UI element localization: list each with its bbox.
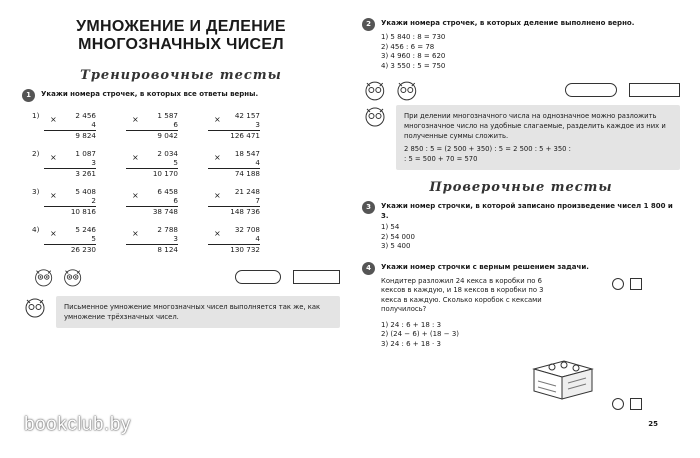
task-number-badge: 4 bbox=[362, 262, 375, 275]
note-text: Письменное умножение многозначных чисел выполняется так же, как умножение трёхзначных чисел. bbox=[56, 296, 340, 328]
column-multiplication bbox=[126, 225, 178, 254]
multiply-sign: × bbox=[214, 153, 221, 162]
multiply-sign: × bbox=[132, 115, 139, 124]
list-item: 3) 5 400 bbox=[381, 242, 411, 250]
row-label: 1) bbox=[32, 111, 40, 120]
answer-pill[interactable] bbox=[565, 83, 616, 97]
list-item: 2) (24 − 6) + (18 − 3) bbox=[381, 330, 460, 338]
answer-square[interactable] bbox=[630, 398, 642, 410]
note-text: При делении многозначного числа на однозначное можно разложить многозначное число на удобные слагаемые, разделить каждое из них и полученные суммы сложить. bbox=[404, 112, 666, 140]
multiplicand: 1 087 bbox=[75, 149, 96, 158]
column-multiplication bbox=[44, 111, 96, 140]
multiplier: 5 bbox=[91, 234, 96, 243]
multiply-sign: × bbox=[132, 153, 139, 162]
multiplier: 4 bbox=[255, 234, 260, 243]
multiplicand: 1 587 bbox=[157, 111, 178, 120]
owl-face-icon bbox=[32, 266, 55, 288]
task-3-options bbox=[381, 223, 680, 252]
watermark-logo: bookclub.by bbox=[24, 414, 131, 435]
column-multiplication bbox=[44, 225, 96, 254]
column-multiplication bbox=[208, 225, 260, 254]
left-page bbox=[22, 18, 340, 328]
list-item: 3) 4 960 : 8 = 620 bbox=[381, 52, 446, 60]
list-item: 3) 24 : 6 + 18 · 3 bbox=[381, 339, 441, 348]
product: 74 188 bbox=[234, 169, 260, 178]
owl-face-icon bbox=[394, 79, 420, 101]
product: 26 230 bbox=[70, 245, 96, 254]
product: 3 261 bbox=[75, 169, 96, 178]
column-multiplication bbox=[126, 187, 178, 216]
multiplicand: 18 547 bbox=[234, 149, 260, 158]
task-number-badge: 2 bbox=[362, 18, 375, 31]
multiplicand: 42 157 bbox=[234, 111, 260, 120]
owl-face-icon bbox=[362, 105, 388, 127]
task-3-answer bbox=[612, 278, 642, 290]
multiply-sign: × bbox=[50, 115, 57, 124]
note-example-line-1: 2 850 : 5 = (2 500 + 350) : 5 = 2 500 : 5 + 350 : bbox=[404, 145, 571, 153]
answer-pill[interactable] bbox=[235, 270, 282, 284]
task-1-text: Укажи номера строчек, в которых все ответы верны. bbox=[41, 90, 259, 98]
multiplication-rows bbox=[22, 111, 340, 254]
product: 10 816 bbox=[70, 207, 96, 216]
product: 148 736 bbox=[230, 207, 260, 216]
page-number: 25 bbox=[648, 420, 658, 428]
list-item: 2) 54 000 bbox=[381, 232, 415, 241]
table-row bbox=[22, 111, 340, 140]
column-multiplication bbox=[126, 111, 178, 140]
task-4 bbox=[362, 262, 680, 275]
list-item: 1) 54 bbox=[381, 223, 400, 231]
answer-circle[interactable] bbox=[612, 278, 624, 290]
owl-face-icon bbox=[362, 79, 388, 101]
task-4-problem: Кондитер разложил 24 кекса в коробки по 6 кексов в каждую, и 18 кексов в коробки по 3 кекса в каждую. Сколько коробок с кексами получилось? bbox=[381, 276, 544, 313]
title-line-1: УМНОЖЕНИЕ И ДЕЛЕНИЕ bbox=[76, 18, 286, 35]
multiplier: 3 bbox=[255, 120, 260, 129]
product: 38 748 bbox=[152, 207, 178, 216]
list-item: 1) 24 : 6 + 18 : 3 bbox=[381, 320, 442, 329]
product: 9 824 bbox=[75, 131, 96, 140]
multiply-sign: × bbox=[132, 191, 139, 200]
rule-note-right bbox=[362, 105, 680, 170]
multiply-sign: × bbox=[214, 229, 221, 238]
product: 8 124 bbox=[157, 245, 178, 254]
task-3 bbox=[362, 201, 680, 221]
row-label: 3) bbox=[32, 187, 40, 196]
row-label: 4) bbox=[32, 225, 40, 234]
owl-face-icon bbox=[61, 266, 84, 288]
multiply-sign: × bbox=[214, 191, 221, 200]
multiplier: 6 bbox=[173, 196, 178, 205]
page-title bbox=[22, 18, 340, 54]
multiplier: 7 bbox=[255, 196, 260, 205]
multiplier: 4 bbox=[91, 120, 96, 129]
task-1 bbox=[22, 89, 340, 102]
answer-circle[interactable] bbox=[612, 398, 624, 410]
column-multiplication bbox=[208, 187, 260, 216]
task-number-badge: 3 bbox=[362, 201, 375, 214]
right-page bbox=[362, 18, 680, 349]
column-multiplication bbox=[208, 111, 260, 140]
product: 126 471 bbox=[230, 131, 260, 140]
column-multiplication bbox=[44, 187, 96, 216]
list-item: 1) 5 840 : 8 = 730 bbox=[381, 33, 446, 41]
multiply-sign: × bbox=[50, 153, 57, 162]
task-3-text: Укажи номер строчки, в которой записано произведение чисел 1 800 и 3. bbox=[381, 202, 673, 220]
multiply-sign: × bbox=[50, 229, 57, 238]
multiplicand: 6 458 bbox=[157, 187, 178, 196]
note-example-line-2: : 5 = 500 + 70 = 570 bbox=[404, 155, 478, 163]
task-2-options bbox=[381, 33, 680, 71]
rule-note-left bbox=[22, 296, 340, 328]
multiplicand: 5 246 bbox=[75, 225, 96, 234]
section-title-check: Проверочные тесты bbox=[429, 180, 613, 195]
task-number-badge: 1 bbox=[22, 89, 35, 102]
multiplicand: 2 456 bbox=[75, 111, 96, 120]
multiplicand: 5 408 bbox=[75, 187, 96, 196]
answer-square[interactable] bbox=[630, 278, 642, 290]
task-2-text: Укажи номера строчек, в которых деление выполнено верно. bbox=[381, 19, 635, 27]
multiplicand: 2 034 bbox=[157, 149, 178, 158]
answer-box[interactable] bbox=[293, 270, 340, 284]
multiplier: 6 bbox=[173, 120, 178, 129]
multiplier: 3 bbox=[91, 158, 96, 167]
multiplier: 2 bbox=[91, 196, 96, 205]
cupcake-box-illustration bbox=[530, 355, 596, 401]
note-box bbox=[396, 105, 680, 170]
row-label: 2) bbox=[32, 149, 40, 158]
list-item: 2) 456 : 6 = 78 bbox=[381, 42, 435, 51]
product: 10 170 bbox=[152, 169, 178, 178]
task-4-answer bbox=[612, 398, 642, 410]
table-row bbox=[22, 187, 340, 216]
section-title-training: Тренировочные тесты bbox=[80, 68, 282, 83]
column-multiplication bbox=[126, 149, 178, 178]
multiplier: 4 bbox=[255, 158, 260, 167]
multiplier: 5 bbox=[173, 158, 178, 167]
multiplicand: 32 708 bbox=[234, 225, 260, 234]
multiply-sign: × bbox=[214, 115, 221, 124]
multiplier: 3 bbox=[173, 234, 178, 243]
answer-box[interactable] bbox=[629, 83, 680, 97]
title-line-2: МНОГОЗНАЧНЫХ ЧИСЕЛ bbox=[78, 36, 284, 53]
table-row bbox=[22, 149, 340, 178]
list-item: 4) 3 550 : 5 = 750 bbox=[381, 61, 446, 70]
answer-area-task-2 bbox=[362, 79, 680, 101]
column-multiplication bbox=[208, 149, 260, 178]
product: 9 042 bbox=[157, 131, 178, 140]
product: 130 732 bbox=[230, 245, 260, 254]
task-4-text: Укажи номер строчки с верным решением задачи. bbox=[381, 262, 589, 271]
multiplicand: 2 788 bbox=[157, 225, 178, 234]
task-4-options bbox=[381, 321, 680, 350]
task-2 bbox=[362, 18, 680, 31]
owl-face-icon bbox=[22, 296, 48, 318]
column-multiplication bbox=[44, 149, 96, 178]
answer-area-left bbox=[32, 266, 340, 288]
multiply-sign: × bbox=[50, 191, 57, 200]
multiplicand: 21 248 bbox=[234, 187, 260, 196]
table-row bbox=[22, 225, 340, 254]
multiply-sign: × bbox=[132, 229, 139, 238]
